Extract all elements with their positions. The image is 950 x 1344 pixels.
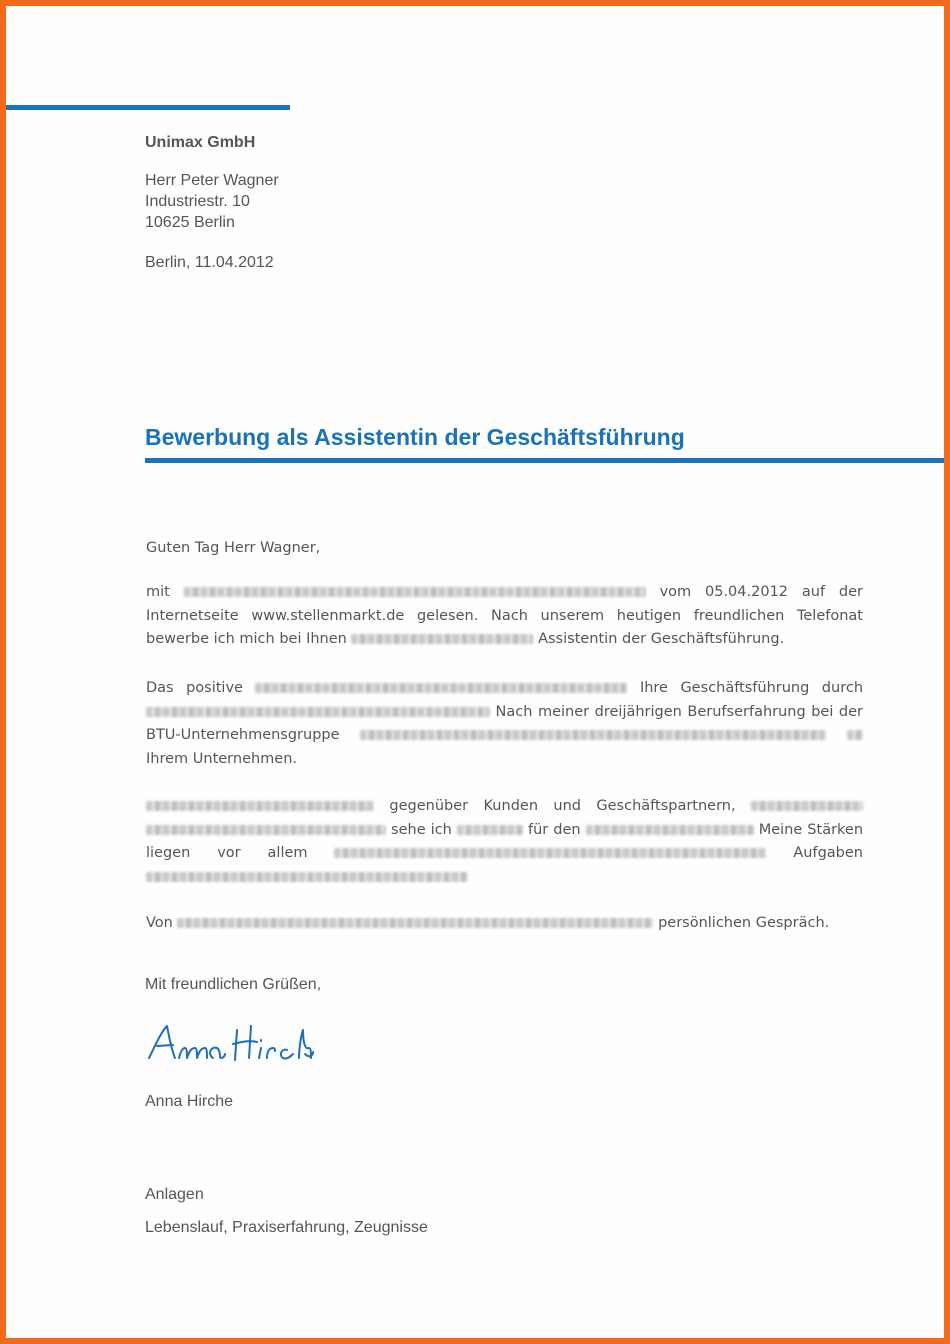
attachments-list: Lebenslauf, Praxiserfahrung, Zeugnisse <box>145 1219 428 1236</box>
attachments-label: Anlagen <box>145 1186 204 1203</box>
redacted-text <box>255 683 627 693</box>
recipient-city: 10625 Berlin <box>145 214 235 231</box>
paragraph-1-text-a: mit <box>146 584 170 600</box>
redacted-text <box>146 825 386 835</box>
closing-phrase: Mit freundlichen Grüßen, <box>145 976 322 993</box>
subject-underline-rule <box>145 458 950 463</box>
redacted-text <box>586 825 754 835</box>
paragraph-3-text-a: gegenüber Kunden und Geschäftspartnern, <box>389 798 736 814</box>
paragraph-1-text-b: vom 05.04.2012 auf der Internetseite www.stellenmarkt.de gelesen. Nach unserem heutigen freundlichen Telefonat bewerbe ich mich bei Ihnen <box>146 584 863 647</box>
letter-date: Berlin, 11.04.2012 <box>145 254 274 271</box>
redacted-text <box>847 730 863 740</box>
redacted-text <box>146 872 468 882</box>
redacted-text <box>351 634 533 644</box>
paragraph-4 <box>146 912 863 936</box>
greeting: Guten Tag Herr Wagner, <box>146 540 321 556</box>
paragraph-4-text-a: Von <box>146 915 173 931</box>
paragraph-4-text-b: persönlichen Gespräch. <box>658 915 830 931</box>
paragraph-2-text-d: Ihrem Unternehmen. <box>146 750 298 767</box>
redacted-text <box>751 801 863 811</box>
redacted-text <box>146 707 490 717</box>
sender-company: Unimax GmbH <box>145 134 256 151</box>
paragraph-3 <box>146 795 863 889</box>
paragraph-3-text-d: Meine Stärken liegen vor allem <box>146 821 864 861</box>
paragraph-3-text-c: für den <box>527 821 581 838</box>
paragraph-2-text-a: Das positive <box>146 680 243 696</box>
paragraph-1 <box>146 581 863 652</box>
redacted-text <box>184 587 646 597</box>
paragraph-1-text-c: Assistentin der Geschäftsführung. <box>538 631 785 647</box>
redacted-text <box>457 825 523 835</box>
recipient-address <box>145 170 279 233</box>
redacted-text <box>334 848 766 858</box>
redacted-text <box>360 730 826 740</box>
paragraph-3-text-b: sehe ich <box>391 821 452 838</box>
recipient-street: Industriestr. 10 <box>145 193 250 210</box>
signer-name: Anna Hirche <box>145 1093 234 1110</box>
redacted-text <box>146 801 374 811</box>
paragraph-2-text-b: Ihre Geschäftsführung durch <box>639 680 864 696</box>
paragraph-3-text-e: Aufgaben <box>793 845 863 861</box>
letter-subject: Bewerbung als Assistentin der Geschäftsführung <box>145 424 685 450</box>
redacted-text <box>177 918 653 928</box>
paragraph-2-text-c: Nach meiner dreijährigen Berufserfahrung bei der BTU-Unternehmensgruppe <box>146 703 864 743</box>
paragraph-2 <box>146 677 863 771</box>
recipient-name: Herr Peter Wagner <box>145 172 279 189</box>
header-accent-rule <box>6 105 290 110</box>
handwritten-signature <box>145 1018 315 1066</box>
